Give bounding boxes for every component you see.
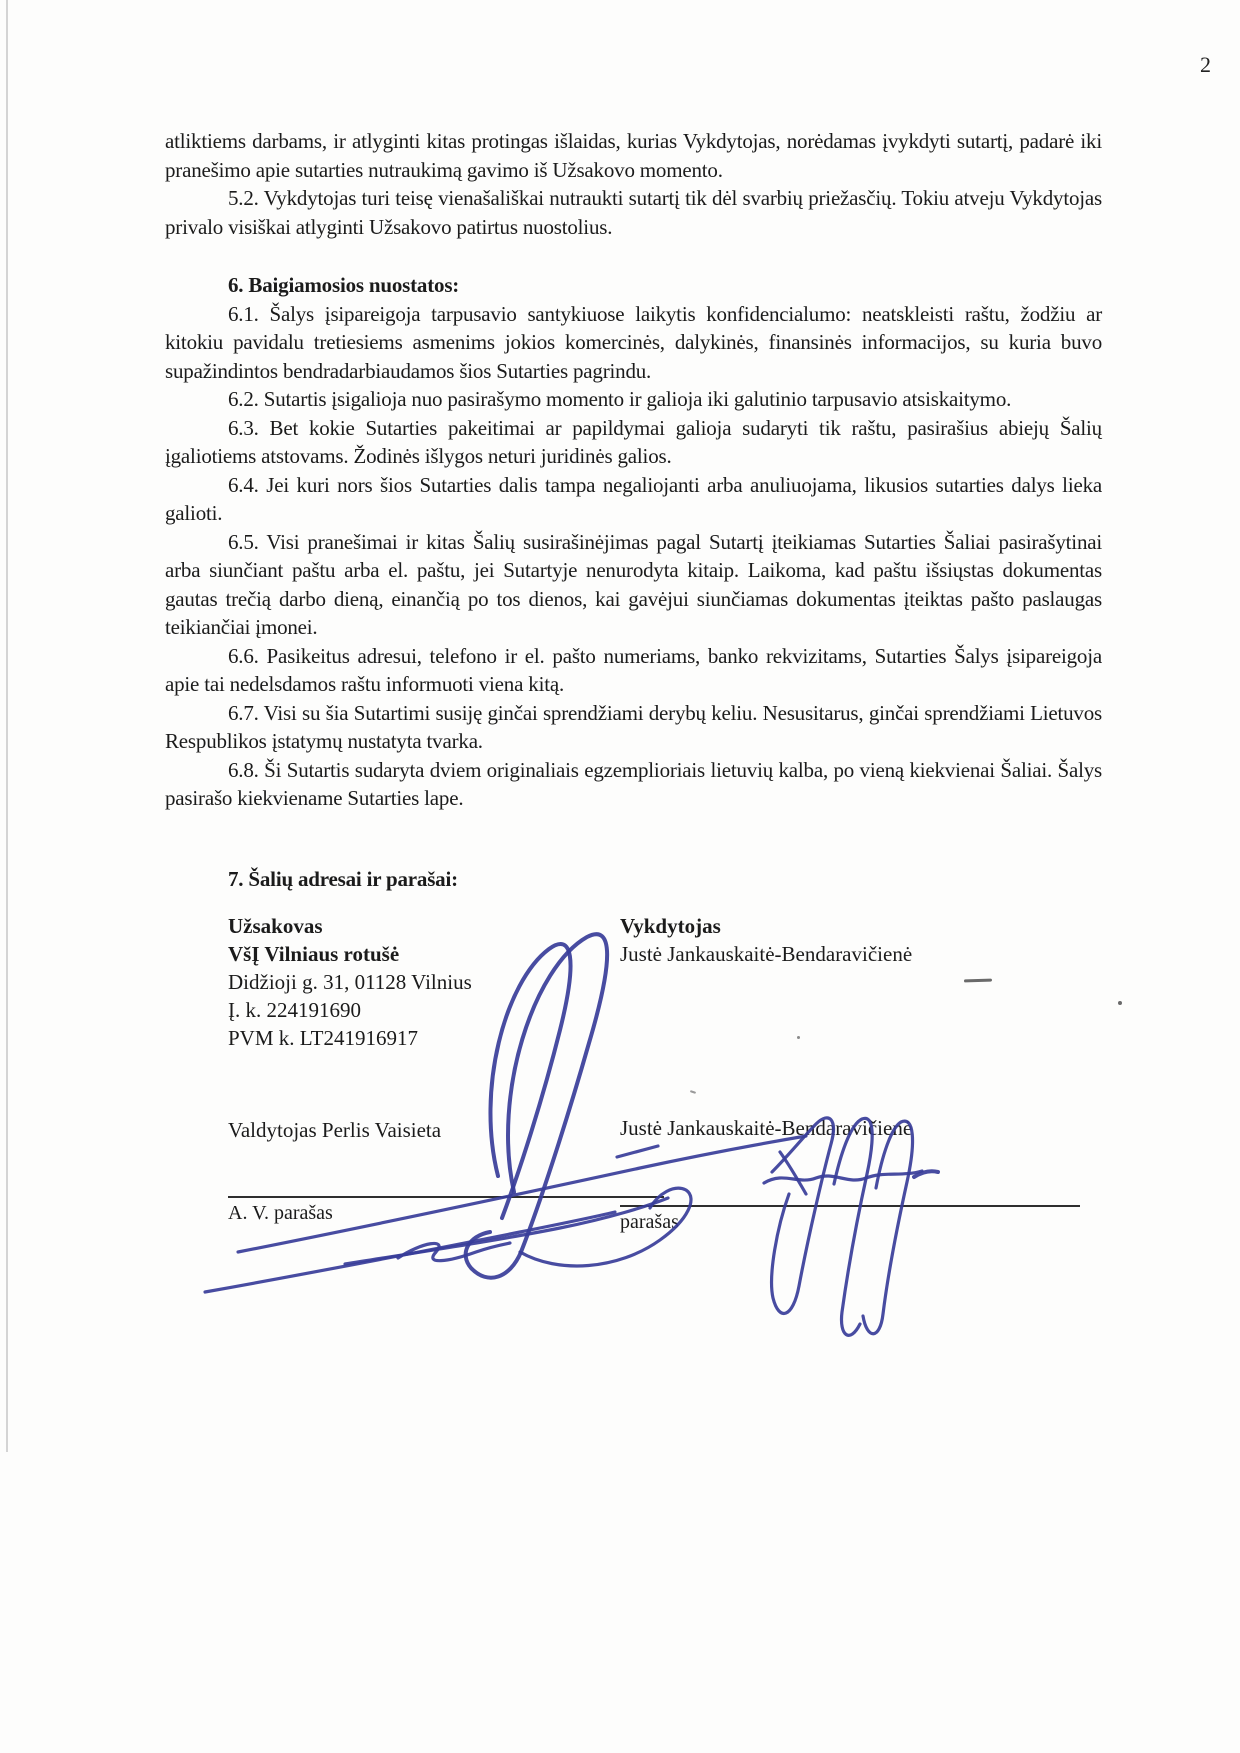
clause-6-8: 6.8. Ši Sutartis sudaryta dviem originaliais egzemplioriais lietuvių kalba, po vieną kiekvienai Šaliai. Šalys pasirašo kiekviename Sutarties lape. — [165, 757, 1102, 810]
party-block-uzsakovas — [228, 912, 472, 1052]
paragraph-continuation: atliktiems darbams, ir atlyginti kitas protingas išlaidas, kurias Vykdytojas, norėdamas įvykdyti sutartį, padarė iki pranešimo apie sutarties nutraukimą gavimo iš Užsakovo momento. — [165, 129, 1102, 182]
scan-edge-artifact — [6, 0, 8, 1452]
party-org-left: VšĮ Vilniaus rotušė — [228, 942, 400, 966]
clause-5-2: 5.2. Vykdytojas turi teisę vienašališkai nutraukti sutartį tik dėl svarbių priežasčių. Tokiu atveju Vykdytojas privalo visiškai atlyginti Užsakovo patirtus nuostolius. — [165, 186, 1102, 239]
signature-line-left — [228, 1196, 664, 1198]
scan-speck — [1118, 1001, 1122, 1005]
party-role-left: Užsakovas — [228, 914, 323, 938]
clause-6-3: 6.3. Bet kokie Sutarties pakeitimai ar papildymai galioja sudaryti tik raštu, pasirašius abiejų Šalių įgaliotiems atstovams. Žodinės išlygos neturi juridinės galios. — [165, 415, 1102, 468]
signature-caption-right: parašas — [620, 1211, 679, 1233]
scan-speck — [964, 979, 992, 983]
contract-body — [165, 127, 1102, 893]
clause-6-5: 6.5. Visi pranešimai ir kitas Šalių susirašinėjimas pagal Sutartį įteikiamas Sutarties Šaliai pasirašytinai arba siunčiant paštu arba el. paštu, jei Sutartyje nenurodyta kitaip. Laikoma, kad paštu išsiųstas dokumentas gautas trečią darbo dieną, einančią po tos dienos, kai gavėjui siunčiamas dokumentas įteiktas pašto paslaugas teikiančiai įmonei. — [165, 529, 1102, 639]
party-block-vykdytojas — [620, 912, 912, 968]
signature-caption-left: A. V. parašas — [228, 1202, 333, 1224]
page-number: 2 — [1200, 52, 1211, 77]
section-7-heading: 7. Šalių adresai ir parašai: — [228, 866, 458, 891]
clause-6-1: 6.1. Šalys įsipareigoja tarpusavio santykiuose laikytis konfidencialumo: neatskleisti raštu, žodžiu ar kitokiu pavidalu tretiesiems asmenims jokios komercinės, dalykinės, finansinės informacijos, su kuria buvo supažindintos bendradarbiaudamos šios Sutarties pagrindu. — [165, 301, 1102, 383]
clause-6-2: 6.2. Sutartis įsigalioja nuo pasirašymo momento ir galioja iki galutinio tarpusavio atsiskaitymo. — [228, 387, 1012, 411]
party-address-left: Didžioji g. 31, 01128 Vilnius — [228, 970, 472, 994]
scan-speck — [690, 1090, 696, 1094]
clause-6-7: 6.7. Visi su šia Sutartimi susiję ginčai sprendžiami derybų keliu. Nesusitarus, ginčai sprendžiami Lietuvos Respublikos įstatymų nustatyta tvarka. — [165, 700, 1102, 753]
signer-name-right: Justė Jankauskaitė-Bendaravičienė — [620, 1116, 913, 1140]
party-vat-code-left: PVM k. LT241916917 — [228, 1026, 418, 1050]
party-role-right: Vykdytojas — [620, 914, 721, 938]
signer-name-left: Valdytojas Perlis Vaisieta — [228, 1118, 442, 1142]
section-6-heading: 6. Baigiamosios nuostatos: — [228, 273, 460, 297]
clause-6-6: 6.6. Pasikeitus adresui, telefono ir el. pašto numeriams, banko rekvizitams, Sutarties Šalys įsipareigoja apie tai nedelsdamos raštu informuoti viena kitą. — [165, 643, 1102, 696]
party-company-code-left: Į. k. 224191690 — [228, 998, 361, 1022]
signature-line-right — [620, 1205, 1080, 1207]
clause-6-4: 6.4. Jei kuri nors šios Sutarties dalis tampa negaliojanti arba anuliuojama, likusios sutarties dalys lieka galioti. — [165, 472, 1102, 525]
scan-speck — [797, 1036, 800, 1039]
party-name-right: Justė Jankauskaitė-Bendaravičienė — [620, 942, 913, 966]
